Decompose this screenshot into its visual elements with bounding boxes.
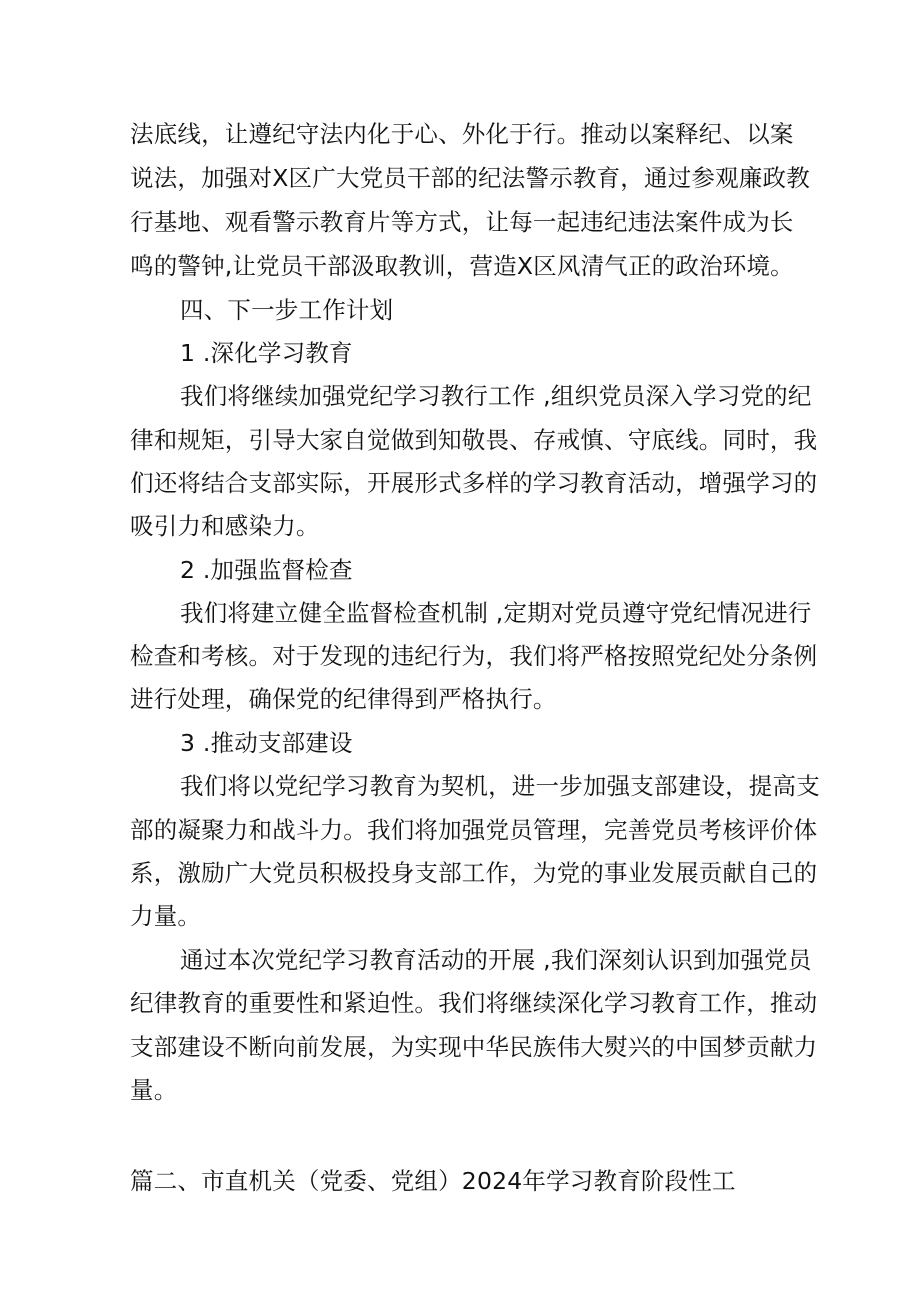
item-1-heading: 1 .深化学习教育: [180, 339, 353, 367]
closing-line-1: 通过本次党纪学习教育活动的开展 ,我们深刻认识到加强党员: [180, 946, 812, 974]
item-3-line-2: 部的凝聚力和战斗力。我们将加强党员管理，完善党员考核评价体: [130, 816, 818, 844]
item-1-line-3: 们还将结合支部实际，开展形式多样的学习教育活动，增强学习的: [130, 469, 818, 497]
item-2-line-2: 检查和考核。对于发现的违纪行为，我们将严格按照党纪处分条例: [130, 642, 818, 670]
section-heading: 四、下一步工作计划: [180, 296, 394, 324]
item-3-line-4: 力量。: [130, 902, 202, 930]
item-1-line-4: 吸引力和感染力。: [130, 512, 320, 540]
item-1-line-2: 律和规矩，引导大家自觉做到知敬畏、存戒慎、守底线。同时，我: [130, 426, 818, 454]
item-3-line-1: 我们将以党纪学习教育为契机，进一步加强支部建设，提高支: [180, 772, 820, 800]
closing-line-2: 纪律教育的重要性和紧迫性。我们将继续深化学习教育工作，推动: [130, 989, 818, 1017]
item-2-line-3: 进行处理，确保党的纪律得到严格执行。: [130, 685, 557, 713]
intro-line-3: 行基地、观看警示教育片等方式，让每一起违纪违法案件成为长: [130, 208, 794, 236]
intro-line-4: 鸣的警钟,让党员干部汲取教训，营造X区风清气正的政治环境。: [130, 252, 794, 280]
item-2-line-1: 我们将建立健全监督检查机制 ,定期对党员遵守党纪情况进行: [180, 599, 812, 627]
item-1-line-1: 我们将继续加强党纪学习教行工作 ,组织党员深入学习党的纪: [180, 382, 812, 410]
closing-line-3: 支部建设不断向前发展，为实现中华民族伟大熨兴的中国梦贡献力: [130, 1033, 818, 1061]
item-2-heading: 2 .加强监督检查: [180, 556, 353, 584]
next-section-title: 篇二、市直机关（党委、党组）2024年学习教育阶段性工: [130, 1167, 736, 1195]
intro-line-2: 说法，加强对X区广大党员干部的纪法警示教育，通过参观廉政教: [130, 164, 810, 192]
closing-line-4: 量。: [130, 1076, 178, 1104]
item-3-heading: 3 .推动支部建设: [180, 729, 353, 757]
intro-line-1: 法底线，让遵纪守法内化于心、外化于行。推动以案释纪、以案: [130, 120, 794, 148]
item-3-line-3: 系，激励广大党员积极投身支部工作，为党的事业发展贡献自己的: [130, 859, 818, 887]
